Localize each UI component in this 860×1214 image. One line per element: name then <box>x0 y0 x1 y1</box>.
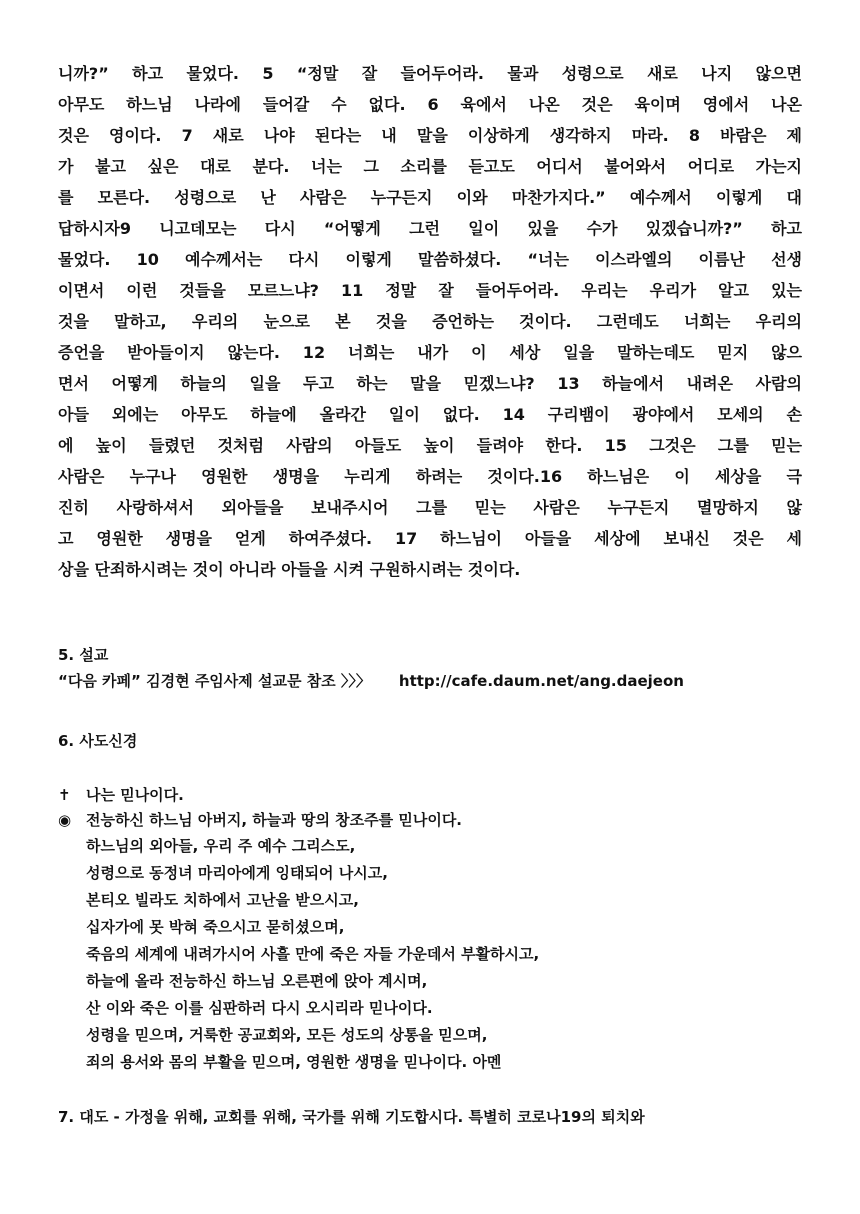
creed-people-line <box>58 809 462 831</box>
fisheye-icon: ◉ <box>58 811 72 829</box>
creed-line: 전능하신 하느님 아버지, 하늘과 땅의 창조주를 믿나이다. <box>86 811 463 829</box>
scripture-line: 아들 외에는 아무도 하늘에 올라간 일이 없다. 14 구리뱀이 광야에서 모세의 손 <box>58 405 802 424</box>
scripture-line: 상을 단죄하시려는 것이 아니라 아들을 시켜 구원하시려는 것이다. <box>58 560 521 579</box>
scripture-line: 아무도 하느님 나라에 들어갈 수 없다. 6 육에서 나온 것은 육이며 영에서 나온 <box>58 95 802 114</box>
cafe-url: http://cafe.daum.net/ang.daejeon <box>398 672 684 690</box>
sermon-reference-text: “다음 카페” 김경현 주임사제 설교문 참조 〉〉〉 <box>58 672 371 690</box>
creed-line: 하늘에 올라 전능하신 하느님 오른편에 앉아 계시며, <box>86 972 428 990</box>
creed-line: 본티오 빌라도 치하에서 고난을 받으시고, <box>86 891 359 909</box>
creed-line: 십자가에 못 박혀 죽으시고 묻히셨으며, <box>86 918 345 936</box>
scripture-line: 에 높이 들렸던 것처럼 사람의 아들도 높이 들려야 한다. 15 그것은 그를 믿는 <box>58 436 802 455</box>
creed-heading: 6. 사도신경 <box>58 732 138 750</box>
creed-line: 성령을 믿으며, 거룩한 공교회와, 모든 성도의 상통을 믿으며, <box>86 1026 488 1044</box>
scripture-line: 가 불고 싶은 대로 분다. 너는 그 소리를 듣고도 어디서 불어와서 어디로 가는지 <box>58 157 802 176</box>
scripture-line: 고 영원한 생명을 얻게 하여주셨다. 17 하느님이 아들을 세상에 보내신 것은 세 <box>58 529 802 548</box>
scripture-line: 사람은 누구나 영원한 생명을 누리게 하려는 것이다.16 하느님은 이 세상을 극 <box>58 467 802 486</box>
scripture-line: 답하시자9 니고데모는 다시 “어떻게 그런 일이 있을 수가 있겠습니까?” 하고 <box>58 219 802 238</box>
creed-line: 산 이와 죽은 이를 심판하러 다시 오시리라 믿나이다. <box>86 999 433 1017</box>
sermon-reference <box>58 670 684 692</box>
creed-line: 죽음의 세계에 내려가시어 사흘 만에 죽은 자들 가운데서 부활하시고, <box>86 945 540 963</box>
scripture-line: 증언을 받아들이지 않는다. 12 너희는 내가 이 세상 일을 말하는데도 믿지 않으 <box>58 343 802 362</box>
scripture-line: 진히 사랑하셔서 외아들을 보내주시어 그를 믿는 사람은 누구든지 멸망하지 않 <box>58 498 802 517</box>
scripture-line: 물었다. 10 예수께서는 다시 이렇게 말씀하셨다. “너는 이스라엘의 이름난 선생 <box>58 250 802 269</box>
sermon-heading: 5. 설교 <box>58 646 109 664</box>
cross-icon: ✝ <box>58 786 71 804</box>
creed-line: 하느님의 외아들, 우리 주 예수 그리스도, <box>86 837 356 855</box>
creed-line: 성령으로 동정녀 마리아에게 잉태되어 나시고, <box>86 864 388 882</box>
intercession-line: 7. 대도 - 가정을 위해, 교회를 위해, 국가를 위해 기도합시다. 특별히 코로나19의 퇴치와 <box>58 1108 645 1126</box>
scripture-line: 것을 말하고, 우리의 눈으로 본 것을 증언하는 것이다. 그런데도 너희는 우리의 <box>58 312 802 331</box>
scripture-line: 를 모른다. 성령으로 난 사람은 누구든지 이와 마찬가지다.” 예수께서 이렇게 대 <box>58 188 802 207</box>
creed-leader-text: 나는 믿나이다. <box>86 786 184 804</box>
scripture-line: 이면서 이런 것들을 모르느냐? 11 정말 잘 들어두어라. 우리는 우리가 알고 있는 <box>58 281 802 300</box>
scripture-line: 니까?” 하고 물었다. 5 “정말 잘 들어두어라. 물과 성령으로 새로 나지 않으면 <box>58 64 802 83</box>
creed-leader-line <box>58 784 184 806</box>
creed-line: 죄의 용서와 몸의 부활을 믿으며, 영원한 생명을 믿나이다. 아멘 <box>86 1053 502 1071</box>
scripture-line: 면서 어떻게 하늘의 일을 두고 하는 말을 믿겠느냐? 13 하늘에서 내려온 사람의 <box>58 374 802 393</box>
scripture-line: 것은 영이다. 7 새로 나야 된다는 내 말을 이상하게 생각하지 마라. 8 바람은 제 <box>58 126 802 145</box>
